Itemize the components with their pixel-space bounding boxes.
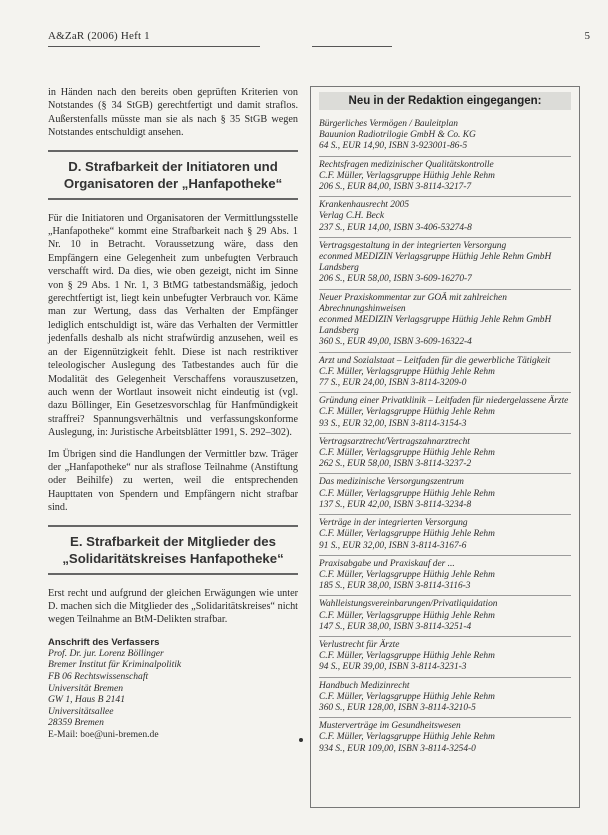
address-line: GW 1, Haus B 2141: [48, 694, 126, 706]
book-meta: 94 S., EUR 39,00, ISBN 3-8114-3231-3: [319, 662, 467, 673]
book-entry: [319, 718, 571, 758]
section-e-paragraph: Erst recht und aufgrund der gleichen Erwägungen wie unter D. machen sich die Mitglieder des „Solidaritätskreises“ nicht wegen Teilnahme an BtM-Delikten strafbar.: [48, 587, 298, 626]
book-entry: [319, 238, 571, 290]
book-title: Musterverträge im Gesundheitswesen: [319, 721, 461, 732]
book-meta: 206 S., EUR 58,00, ISBN 3-609-16270-7: [319, 274, 472, 285]
page-number: 5: [584, 30, 590, 42]
section-d-heading: D. Strafbarkeit der Initiatoren und Organisatoren der „Hanfapotheke“: [48, 150, 298, 200]
book-publisher: C.F. Müller, Verlagsgruppe Hüthig Jehle Rehm: [319, 366, 495, 377]
intro-paragraph: in Händen nach den bereits oben geprüften Kriterien von Notstandes (§ 34 StGB) gerechtfertigt und damit straflos. Außerstenfalls müsste man sie als nach § 35 StGB wegen Notstandes entschuldigt ansehen.: [48, 87, 298, 139]
section-d-paragraph-2: Im Übrigen sind die Handlungen der Vermittler bzw. Träger der „Hanfapotheke“ nur als straflose Teilnahme (Anstiftung oder Beihilfe) zu werten, weil die entsprechenden Haupttaten von Spendern und Empfängern nicht strafbar sind.: [48, 448, 298, 514]
book-publisher: Bauunion Radiotrilogie GmbH & Co. KG: [319, 130, 476, 141]
book-entry: [319, 637, 571, 678]
book-meta: 185 S., EUR 38,00, ISBN 3-8114-3116-3: [319, 581, 471, 592]
address-line: Universitätsallee: [48, 705, 114, 717]
address-line: FB 06 Rechtswissenschaft: [48, 670, 149, 682]
book-entry: [319, 157, 571, 198]
book-entry: [319, 290, 571, 353]
book-publisher: C.F. Müller, Verlagsgruppe Hüthig Jehle Rehm: [319, 407, 495, 418]
book-title: Rechtsfragen medizinischer Qualitätskontrolle: [319, 159, 494, 170]
header-rule: [48, 46, 260, 47]
book-title: Krankenhausrecht 2005: [319, 200, 410, 211]
book-entry: [319, 515, 571, 556]
book-title: Vertragsgestaltung in der integrierten Versorgung: [319, 240, 507, 251]
book-title: Gründung einer Privatklinik – Leitfaden für niedergelassene Ärzte: [319, 396, 569, 407]
book-meta: 147 S., EUR 38,00, ISBN 3-8114-3251-4: [319, 621, 472, 632]
address-line: 28359 Bremen: [48, 717, 104, 729]
main-column: [48, 86, 298, 741]
book-meta: 360 S., EUR 49,00, ISBN 3-609-16322-4: [319, 337, 472, 348]
address-line: Bremer Institut für Kriminalpolitik: [48, 659, 182, 671]
book-title: Das medizinische Versorgungszentrum: [319, 477, 464, 488]
book-entry: [319, 393, 571, 434]
address-line: Prof. Dr. jur. Lorenz Böllinger: [48, 647, 164, 659]
book-publisher: C.F. Müller, Verlagsgruppe Hüthig Jehle Rehm: [319, 569, 495, 580]
book-meta: 137 S., EUR 42,00, ISBN 3-8114-3234-8: [319, 499, 472, 510]
address-email: E-Mail: boe@uni-bremen.de: [48, 728, 159, 740]
book-title: Praxisabgabe und Praxiskauf der ...: [319, 558, 455, 569]
end-mark: [299, 738, 303, 742]
book-publisher: C.F. Müller, Verlagsgruppe Hüthig Jehle Rehm: [319, 610, 495, 621]
book-meta: 77 S., EUR 24,00, ISBN 3-8114-3209-0: [319, 378, 467, 389]
book-publisher: econmed MEDIZIN Verlagsgruppe Hüthig Jehle Rehm GmbH Landsberg: [319, 315, 552, 337]
book-entry: [319, 353, 571, 394]
address-title: Anschrift des Verfassers: [48, 636, 160, 648]
book-meta: 360 S., EUR 128,00, ISBN 3-8114-3210-5: [319, 702, 476, 713]
book-meta: 93 S., EUR 32,00, ISBN 3-8114-3154-3: [319, 418, 467, 429]
book-meta: 64 S., EUR 14,90, ISBN 3-923001-86-5: [319, 141, 468, 152]
book-publisher: C.F. Müller, Verlagsgruppe Hüthig Jehle Rehm: [319, 651, 495, 662]
book-meta: 934 S., EUR 109,00, ISBN 3-8114-3254-0: [319, 743, 476, 754]
book-title: Handbuch Medizinrecht: [319, 680, 410, 691]
new-books-box: [310, 86, 580, 808]
author-address: [48, 637, 298, 741]
book-title: Verträge in der integrierten Versorgung: [319, 518, 468, 529]
book-meta: 206 S., EUR 84,00, ISBN 3-8114-3217-7: [319, 182, 472, 193]
book-publisher: C.F. Müller, Verlagsgruppe Hüthig Jehle Rehm: [319, 691, 495, 702]
book-title: Vertragsarztrecht/Vertragszahnarztrecht: [319, 436, 470, 447]
book-publisher: C.F. Müller, Verlagsgruppe Hüthig Jehle Rehm: [319, 529, 495, 540]
book-entry: [319, 474, 571, 515]
book-title: Neuer Praxiskommentar zur GOÄ mit zahlreichen Abrechnungshinweisen: [319, 292, 507, 314]
new-books-title: Neu in der Redaktion eingegangen:: [319, 92, 571, 110]
address-line: Universität Bremen: [48, 682, 124, 694]
book-title: Bürgerliches Vermögen / Bauleitplan: [319, 119, 458, 129]
book-publisher: Verlag C.H. Beck: [319, 211, 385, 222]
section-e-heading: E. Strafbarkeit der Mitglieder des „Solidaritätskreises Hanfapotheke“: [48, 525, 298, 575]
book-meta: 237 S., EUR 14,00, ISBN 3-406-53274-8: [319, 222, 472, 233]
book-entry: [319, 116, 571, 157]
running-header: A&ZaR (2006) Heft 1: [48, 30, 150, 42]
book-publisher: C.F. Müller, Verlagsgruppe Hüthig Jehle Rehm: [319, 448, 495, 459]
header-rule-short: [312, 46, 392, 47]
book-publisher: C.F. Müller, Verlagsgruppe Hüthig Jehle Rehm: [319, 732, 495, 743]
book-title: Arzt und Sozialstaat – Leitfaden für die gewerbliche Tätigkeit: [319, 355, 551, 366]
book-publisher: C.F. Müller, Verlagsgruppe Hüthig Jehle Rehm: [319, 488, 495, 499]
book-list: [311, 116, 579, 758]
book-publisher: econmed MEDIZIN Verlagsgruppe Hüthig Jehle Rehm GmbH Landsberg: [319, 252, 552, 274]
book-publisher: C.F. Müller, Verlagsgruppe Hüthig Jehle Rehm: [319, 170, 495, 181]
book-title: Verlustrecht für Ärzte: [319, 639, 400, 650]
book-meta: 262 S., EUR 58,00, ISBN 3-8114-3237-2: [319, 459, 472, 470]
book-entry: [319, 434, 571, 475]
book-meta: 91 S., EUR 32,00, ISBN 3-8114-3167-6: [319, 540, 467, 551]
book-entry: [319, 197, 571, 238]
book-entry: [319, 596, 571, 637]
book-title: Wahlleistungsvereinbarungen/Privatliquidation: [319, 599, 498, 610]
section-d-paragraph-1: Für die Initiatoren und Organisatoren der Vermittlungsstelle „Hanfapotheke“ kommt eine Strafbarkeit nach § 29 Abs. 1 Nr. 10 in Betracht. Voraussetzung wäre, dass den Empfängern eine Gelegenheit zum unbefugten Verbrauch verschafft wird. Da dies, wie oben gezeigt, nicht im Sinne von § 29 Abs. 1 Nr. 1, 3 BtMG tatbestandsmäßig, jedoch gerechtfertigt ist, liegt kein unbefugter Verbrauch vor. Käme man zur Wertung, dass das Verhalten der Empfänger lediglich entschuldigt ist, wäre das Verhalten der Vermittler jedenfalls deshalb als nicht strafwürdig anzusehen, weil es an der Eigennützigkeit fehlt. Diese ist nach restriktiver teleologischer Auslegung des Tatbestandes auch für die Modalität des Gelegenheit Verschaffens vorauszusetzen, auch wenn der Wortlaut insoweit nicht eindeutig ist (vgl. dazu Böllinger, Ein Gesetzesvorschlag für Hanfmündigkeit straffrei? Spannungsverhältnis und verfassungskonforme Auslegung, in: Juristische Arbeitsblätter 1991, S. 292–302).: [48, 212, 298, 439]
book-entry: [319, 678, 571, 719]
book-entry: [319, 556, 571, 597]
